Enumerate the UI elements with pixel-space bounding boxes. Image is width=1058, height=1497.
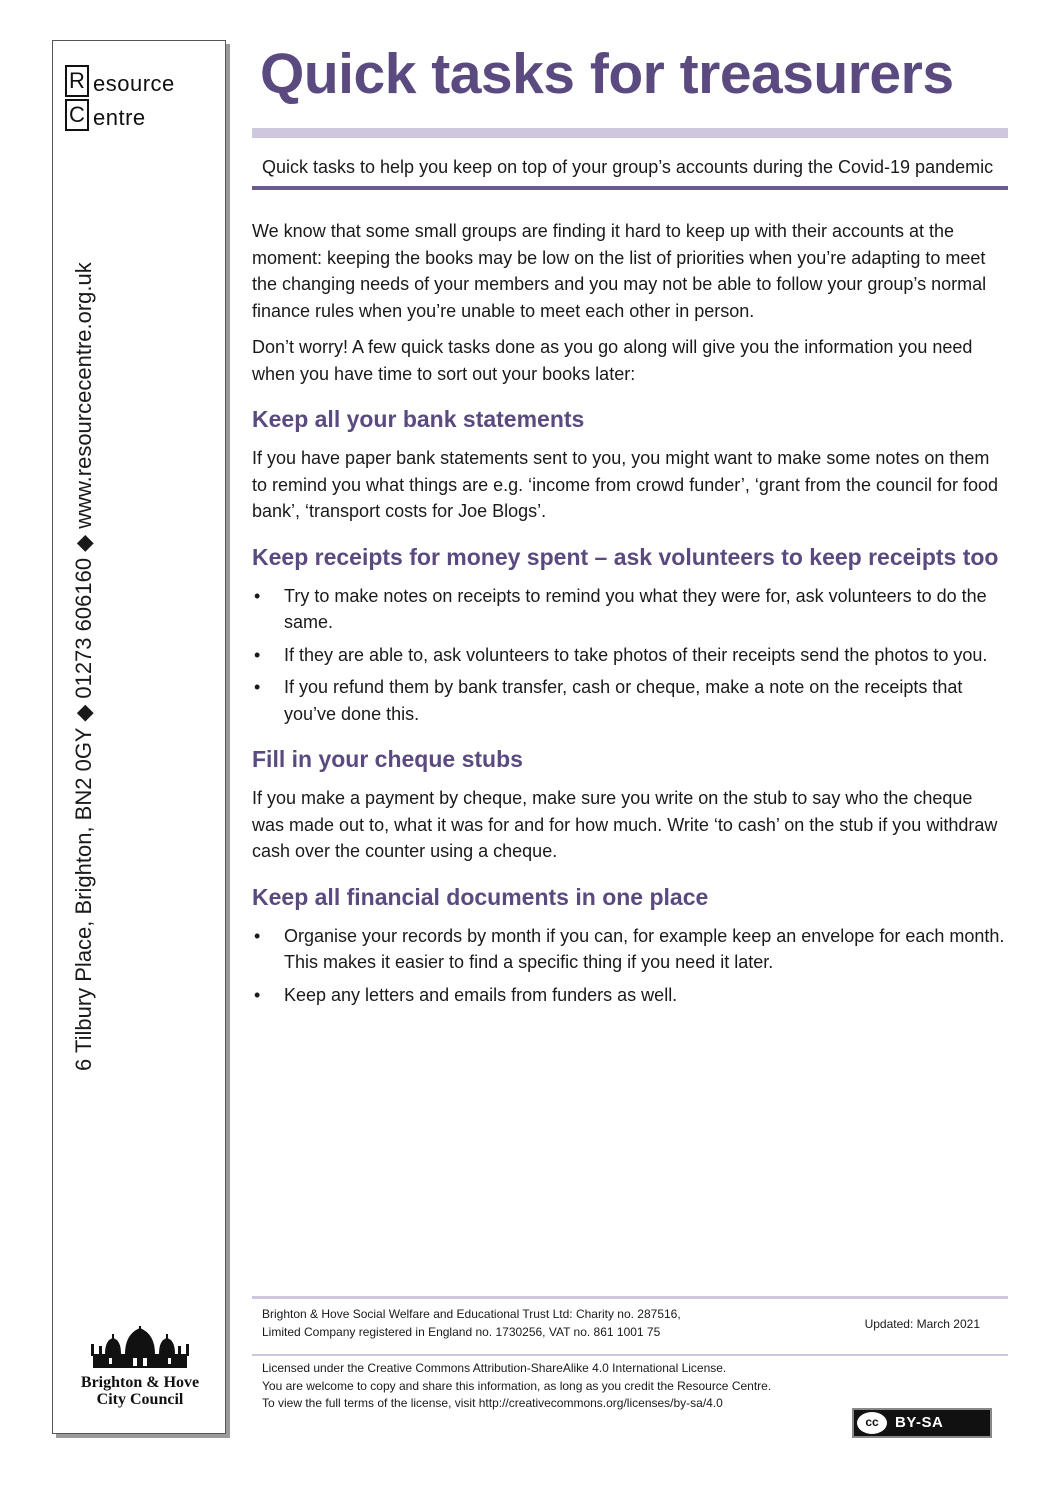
- list-item-text: If you refund them by bank transfer, cash or cheque, make a note on the receipts that you’ve done this.: [284, 677, 963, 724]
- logo-letter-r: R: [65, 65, 89, 97]
- bullet-icon: •: [254, 644, 261, 665]
- logo-word-esource: esource: [93, 71, 175, 96]
- bullet-icon: •: [254, 925, 261, 946]
- royal-pavilion-icon: [85, 1326, 195, 1370]
- bullet-icon: •: [254, 585, 261, 606]
- list-item-text: Try to make notes on receipts to remind you what they were for, ask volunteers to do the same.: [284, 585, 987, 632]
- list-item: [252, 982, 1008, 1009]
- cc-license-label: BY-SA: [895, 1414, 944, 1432]
- page-footer: [252, 1296, 1008, 1432]
- footer-divider-mid: [252, 1354, 1008, 1356]
- licence-line-3: To view the full terms of the license, visit http://creativecommons.org/licenses/by-sa/4.0: [262, 1396, 723, 1410]
- list-item-text: If they are able to, ask volunteers to take photos of their receipts send the photos to you.: [284, 644, 988, 665]
- contact-details: 6 Tilbury Place, Brighton, BN2 0GY ◆ 01273 606160 ◆ www.resourcecentre.org.uk: [71, 262, 96, 1071]
- trust-info-row: [252, 1299, 1008, 1351]
- creative-commons-icon: cc: [857, 1412, 887, 1434]
- section-heading-cheque-stubs: Fill in your cheque stubs: [252, 746, 523, 772]
- logo-letter-c: C: [65, 99, 89, 131]
- subtitle-divider: [252, 186, 1008, 190]
- section-heading-bank-statements: Keep all your bank statements: [252, 406, 585, 432]
- council-logo: [73, 1326, 207, 1408]
- intro-paragraph-2: Don’t worry! A few quick tasks done as you go along will give you the information you need when you have time to sort out your books later:: [252, 337, 973, 384]
- trust-line-2: Limited Company registered in England no. 1730256, VAT no. 861 1001 75: [262, 1325, 661, 1339]
- list-item-text: Organise your records by month if you can, for example keep an envelope for each month. This makes it easier to find a specific thing if you need it later.: [284, 925, 1005, 972]
- council-name-line2: City Council: [96, 1391, 184, 1408]
- page-subtitle: Quick tasks to help you keep on top of your group’s accounts during the Covid-19 pandemic: [262, 157, 994, 177]
- page-title: Quick tasks for treasurers: [260, 42, 954, 106]
- section-heading-receipts: Keep receipts for money spent – ask volunteers to keep receipts too: [252, 543, 999, 570]
- list-item: [252, 923, 1008, 976]
- section-text-bank-statements: If you have paper bank statements sent to you, you might want to make some notes on them to remind you what things are e.g. ‘income from crowd funder’, ‘grant from the council for food bank’, ‘transport costs for Joe Blogs’.: [252, 448, 999, 521]
- licence-text: [262, 1360, 822, 1413]
- section-heading-documents: Keep all financial documents in one place: [252, 883, 709, 910]
- sidebar: [52, 40, 226, 1434]
- documents-list: [252, 923, 1008, 1009]
- logo-letter-boxes: [65, 61, 93, 141]
- licence-line-2: You are welcome to copy and share this information, as long as you credit the Resource Centre.: [262, 1378, 772, 1393]
- intro-paragraph-1: We know that some small groups are finding it hard to keep up with their accounts at the moment: keeping the books may be low on the list of priorities when you’re adapting to meet the changing needs of your members and you may not be able to follow your group’s normal finance rules when you’re unable to meet each other in person.: [252, 221, 987, 321]
- licence-line-1: Licensed under the Creative Commons Attribution-ShareAlike 4.0 International License.: [262, 1361, 727, 1375]
- list-item: [252, 642, 1008, 669]
- list-item: [252, 674, 1008, 727]
- main-content: [252, 40, 1008, 1014]
- title-divider: [252, 128, 1008, 138]
- cc-by-sa-badge: [852, 1408, 992, 1438]
- resource-centre-logo: [65, 61, 215, 141]
- trust-info: [262, 1305, 822, 1341]
- trust-line-1: Brighton & Hove Social Welfare and Educational Trust Ltd: Charity no. 287516,: [262, 1307, 681, 1321]
- list-item: [252, 583, 1008, 636]
- receipts-list: [252, 583, 1008, 728]
- updated-date: Updated: March 2021: [864, 1317, 980, 1331]
- article-body: [252, 218, 1008, 1008]
- bullet-icon: •: [254, 984, 261, 1005]
- council-name-line1: Brighton & Hove: [80, 1374, 200, 1391]
- logo-word-entre: entre: [93, 105, 146, 130]
- bullet-icon: •: [254, 677, 261, 697]
- list-item-text: Keep any letters and emails from funders as well.: [284, 984, 678, 1005]
- section-text-cheque-stubs: If you make a payment by cheque, make sure you write on the stub to say who the cheque was made out to, what it was for and for how much. Write ‘to cash’ on the stub if you withdraw cash over the counter using a cheque.: [252, 788, 998, 861]
